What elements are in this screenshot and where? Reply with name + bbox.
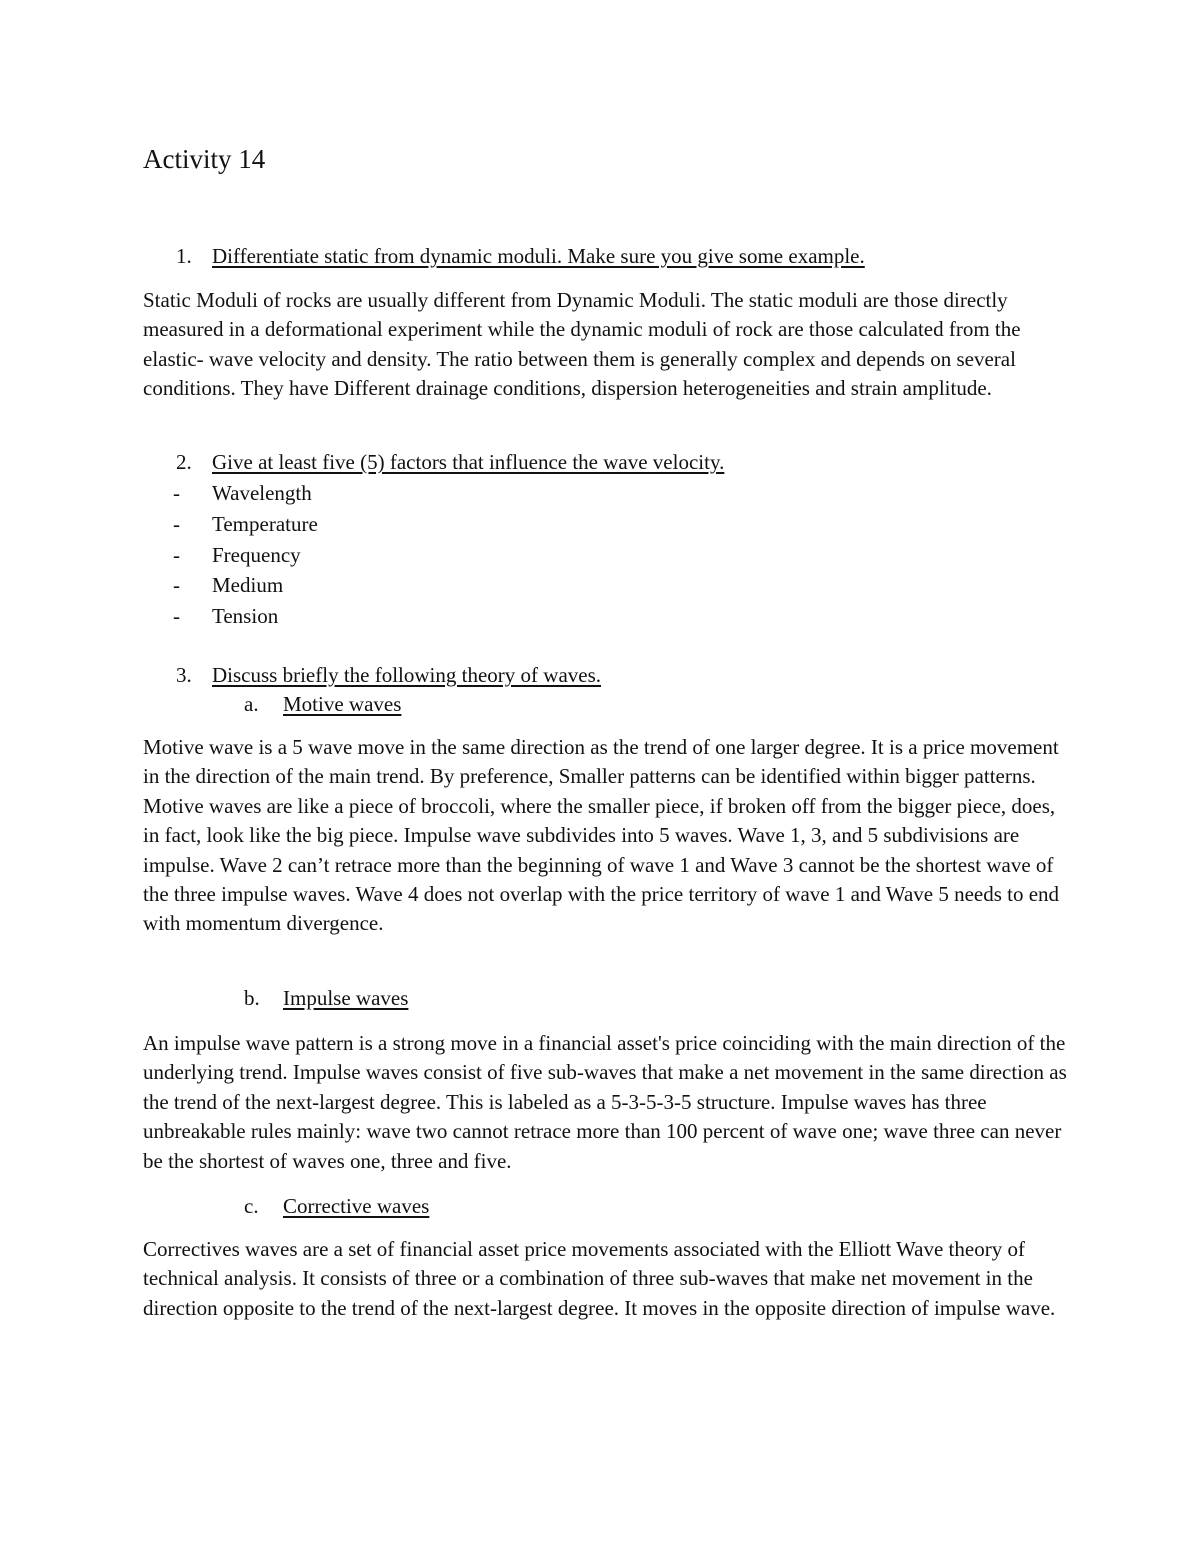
question-3-text: Discuss briefly the following theory of waves. (212, 663, 602, 687)
question-2 (176, 449, 724, 475)
question-1 (176, 243, 865, 269)
subheading-text: Motive waves (283, 692, 402, 716)
subheading-corrective-waves (244, 1193, 429, 1219)
factor-label: Frequency (212, 542, 301, 567)
subheading-motive-waves (244, 691, 401, 717)
question-2-text: Give at least five (5) factors that influence the wave velocity. (212, 450, 725, 474)
impulse-waves-paragraph: An impulse wave pattern is a strong move in a financial asset's price coinciding with the main direction of the underlying trend. Impulse waves consist of five sub-waves that make a net movement in the same direction as the trend of the next-largest degree. This is labeled as a 5-3-5-3-5 structure. Impulse waves has three unbreakable rules mainly: wave two cannot retrace more than 100 percent of wave one; wave three can never be the shortest of waves one, three and five. (143, 1031, 1067, 1173)
subheading-impulse-waves (244, 985, 408, 1011)
question-2-number: 2. (176, 450, 192, 474)
bullet-dash: - (173, 604, 180, 629)
factor-label: Wavelength (212, 481, 312, 505)
bullet-dash: - (173, 511, 180, 536)
bullet-dash: - (173, 573, 180, 598)
bullet-dash: - (173, 542, 180, 567)
subheading-letter: a. (244, 692, 259, 716)
question-3 (176, 662, 601, 688)
subheading-letter: b. (244, 986, 260, 1010)
factor-list (173, 478, 318, 632)
list-item (173, 570, 318, 601)
motive-waves-paragraph: Motive wave is a 5 wave move in the same direction as the trend of one larger degree. It is a price movement in the direction of the main trend. By preference, Smaller patterns can be identified within bigger patterns. Motive waves are like a piece of broccoli, where the smaller piece, if broken off from the bigger piece, does, in fact, look like the big piece. Impulse wave subdivides into 5 waves. Wave 1, 3, and 5 subdivisions are impulse. Wave 2 can’t retrace more than the beginning of wave 1 and Wave 3 cannot be the shortest wave of the three impulse waves. Wave 4 does not overlap with the price territory of wave 1 and Wave 5 needs to end with momentum divergence. (143, 735, 1060, 936)
factor-label: Medium (212, 573, 284, 598)
answer-1: Static Moduli of rocks are usually different from Dynamic Moduli. The static moduli are those directly measured in a deformational experiment while the dynamic moduli of rock are those calculated from the elastic- wave velocity and density. The ratio between them is generally complex and depends on several conditions. They have Different drainage conditions, dispersion heterogeneities and strain amplitude. (143, 288, 1021, 401)
subheading-text: Corrective waves (283, 1194, 430, 1218)
subheading-text: Impulse waves (283, 986, 409, 1010)
question-3-number: 3. (176, 663, 192, 687)
question-1-number: 1. (176, 244, 192, 268)
list-item (173, 601, 318, 632)
subheading-letter: c. (244, 1194, 259, 1218)
question-1-text: Differentiate static from dynamic moduli. Make sure you give some example. (212, 244, 865, 268)
factor-label: Temperature (212, 511, 318, 536)
list-item (173, 509, 318, 540)
bullet-dash: - (173, 481, 180, 505)
document-title: Activity 14 (143, 144, 266, 174)
list-item (173, 540, 318, 571)
factor-label: Tension (212, 604, 279, 629)
corrective-waves-paragraph: Correctives waves are a set of financial asset price movements associated with the Elliott Wave theory of technical analysis. It consists of three or a combination of three sub-waves that make net movement in the direction opposite to the trend of the next-largest degree. It moves in the opposite direction of impulse wave. (143, 1237, 1056, 1320)
list-item (173, 478, 318, 509)
